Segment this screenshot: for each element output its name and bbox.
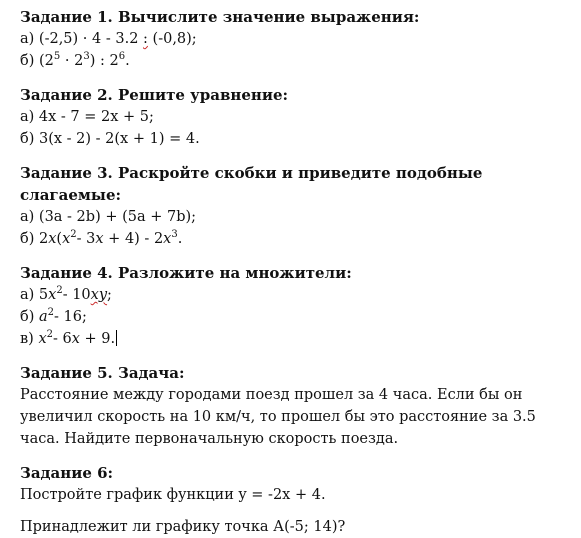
task-3-title: Задание 3. Раскройте скобки и приведите подобные слагаемые: (20, 164, 483, 204)
task-5-text: Расстояние между городами поезд прошел за 4 часа. Если бы он увеличил скорость на 10 км/ч, то прошел бы это расстояние за 3.5 часа. Найдите первоначальную скорость поезда. (20, 387, 536, 447)
task-1-title: Задание 1. Вычислите значение выражения: (20, 8, 420, 26)
task-3-item-a: а) (3a - 2b) + (5a + 7b); (20, 209, 197, 225)
task-6-title: Задание 6: (20, 464, 114, 482)
task-4-item-b: б) $a^2-$ 16; (20, 307, 87, 325)
task-2 (20, 84, 575, 150)
document-body (20, 6, 575, 538)
task-6-line-2: Принадлежит ли графику точка А(-5; 14)? (20, 519, 346, 535)
task-2-title: Задание 2. Решите уравнение: (20, 86, 289, 104)
spellcheck-underline: : (143, 31, 148, 47)
task-6 (20, 462, 575, 538)
task-4-title: Задание 4. Разложите на множители: (20, 264, 352, 282)
task-3-item-b: б) $2x(x^2-$ $3x + 4) - 2x^3$. (20, 229, 183, 247)
task-3 (20, 162, 575, 250)
task-4 (20, 262, 575, 350)
task-5 (20, 362, 575, 450)
text-cursor (116, 330, 117, 346)
task-2-item-b: б) 3(x - 2) - 2(x + 1) = 4. (20, 131, 200, 147)
task-6-line-1: Постройте график функции y = -2x + 4. (20, 487, 326, 503)
spellcheck-underline: xy (90, 287, 108, 303)
task-1-item-a: а) (-2,5) · 4 - 3.2 : (-0,8); (20, 31, 197, 47)
task-1 (20, 6, 575, 72)
task-2-item-a: а) 4x - 7 = 2x + 5; (20, 109, 154, 125)
task-5-title: Задание 5. Задача: (20, 364, 185, 382)
task-1-item-b: б) $(2^5 \cdot 2^3)$ : $2^6$. (20, 51, 130, 69)
task-4-item-a: а) $5x^2-$ 10xy; (20, 285, 112, 303)
task-4-item-c[interactable]: в) $x^2-$ 6x + 9. (20, 329, 116, 347)
